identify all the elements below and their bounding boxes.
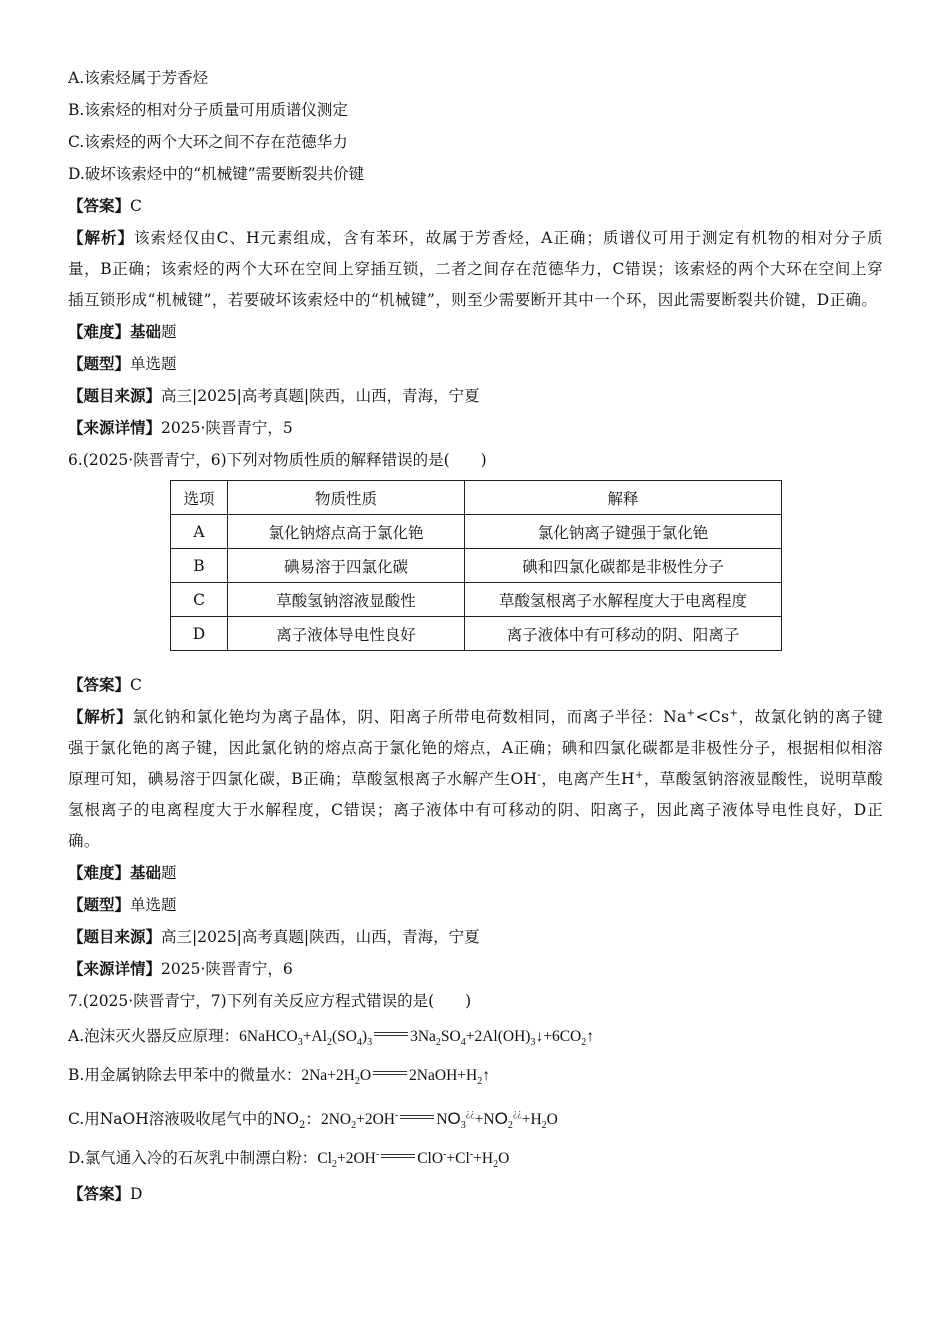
table-cell: 草酸氢根离子水解程度大于电离程度	[465, 583, 782, 617]
q5-option-c: C.该索烃的两个大环之间不存在范德华力	[68, 133, 348, 151]
q6-type-value: 单选题	[130, 896, 177, 914]
q5-type	[68, 348, 883, 380]
q7-stem: 7.(2025·陕晋青宁，7)下列有关反应方程式错误的是( )	[68, 992, 472, 1010]
q7-answer-label: 【答案】	[68, 1184, 131, 1203]
q6-source-detail	[68, 953, 883, 985]
q5-detail-value: 2025·陕晋青宁，5	[161, 419, 293, 437]
q7-answer	[68, 1178, 883, 1210]
table-row	[171, 583, 782, 617]
q6-detail-label: 【来源详情】	[68, 959, 162, 978]
q6-difficulty-label: 【难度】	[68, 863, 131, 882]
table-cell: 氯化钠熔点高于氯化铯	[228, 515, 465, 549]
q5-option-b: B.该索烃的相对分子质量可用质谱仪测定	[68, 101, 348, 119]
q5-type-label: 【题型】	[68, 354, 131, 373]
q6-detail-value: 2025·陕晋青宁，6	[161, 960, 293, 978]
q7-option-a-prefix: A.泡沫灭火器反应原理：	[68, 1027, 240, 1045]
q6-type	[68, 889, 883, 921]
q7-option-a	[68, 1017, 883, 1056]
table-cell: 草酸氢钠溶液显酸性	[228, 583, 465, 617]
q6-source	[68, 921, 883, 953]
q5-source-label: 【题目来源】	[68, 386, 162, 405]
q6-analysis-lt: <Cs	[695, 708, 730, 726]
equals-sign	[374, 1032, 408, 1036]
q7-equation-c: $2NO_2+2OH^-$ $NO_3^{¿¿}+NO_2^{¿¿}+H_2O$	[320, 1108, 558, 1132]
q6-answer-label: 【答案】	[68, 675, 131, 694]
q5-type-value: 单选题	[130, 355, 177, 373]
cs-ion-charge: +	[729, 707, 739, 719]
q5-option-d: D.破坏该索烃中的“机械键”需要断裂共价键	[68, 165, 365, 183]
q7-option-d-prefix: D.氯气通入冷的石灰乳中制漂白粉：	[68, 1149, 318, 1167]
table-cell: C	[171, 583, 228, 617]
equals-sign	[381, 1154, 415, 1158]
q6-analysis-text-4: ，草酸氢钠溶液显酸性，说明草酸氢根离子的电离程度大于水解程度，C错误；离子液体中有可移动的阴、阳离子，因此离子液体导电性良好，D正确。	[68, 770, 883, 850]
q6-source-value: 高三|2025|高考真题|陕西，山西，青海，宁夏	[161, 928, 480, 946]
garbled-glyph: ¿¿	[465, 1108, 475, 1119]
q7-equation-d: $Cl_2+2OH^-$ $ClO^-+Cl^-+H_2O$	[317, 1148, 510, 1171]
q7-option-c-prefix-sub: 2	[299, 1120, 306, 1132]
q5-difficulty-suffix: 题	[161, 323, 177, 341]
oh-ion-charge: -	[537, 769, 542, 781]
table-cell: D	[171, 617, 228, 651]
q7-answer-value: D	[130, 1185, 143, 1203]
q5-difficulty	[68, 316, 883, 348]
table-cell: 碘易溶于四氯化碳	[228, 549, 465, 583]
equals-sign	[400, 1115, 434, 1119]
h-ion-charge: +	[634, 769, 644, 781]
q6-type-label: 【题型】	[68, 895, 131, 914]
table-header-row	[171, 481, 782, 515]
q7-option-b	[68, 1056, 883, 1095]
q5-analysis-label: 【解析】	[68, 228, 135, 247]
q5-detail-label: 【来源详情】	[68, 418, 162, 437]
q5-answer	[68, 190, 883, 222]
table-cell: 氯化钠离子键强于氯化铯	[465, 515, 782, 549]
q6-table	[170, 480, 782, 651]
q5-option-a: A.该索烃属于芳香烃	[68, 69, 209, 87]
q5-source-value: 高三|2025|高考真题|陕西，山西，青海，宁夏	[161, 387, 480, 405]
q6-analysis-text-3: ，电离产生H	[541, 770, 635, 788]
document-page	[68, 62, 883, 1210]
table-header-cell: 解释	[465, 481, 782, 515]
q6-difficulty-suffix: 题	[161, 864, 177, 882]
q6-stem: 6.(2025·陕晋青宁，6)下列对物质性质的解释错误的是( )	[68, 451, 487, 469]
table-cell: B	[171, 549, 228, 583]
q5-answer-value: C	[130, 197, 142, 215]
q7-equation-b: $2Na+2H_2O$ $2NaOH+H_2↑$	[301, 1067, 490, 1088]
q5-analysis-text: 该索烃仅由C、H元素组成，含有苯环，故属于芳香烃，A正确；质谱仪可用于测定有机物的相对分子质量，B正确；该索烃的两个大环在空间上穿插互锁，二者之间存在范德华力，C错误；该索烃的两个大环在空间上穿插互锁形成“机械键”，若要破坏该索烃中的“机械键”，则至少需要断开其中一个环，因此需要断裂共价键，D正确。	[68, 229, 883, 309]
q5-difficulty-level: 基础	[130, 322, 162, 341]
table-header-cell: 物质性质	[228, 481, 465, 515]
q7-option-c-prefix: C.用NaOH溶液吸收尾气中的NO	[68, 1110, 300, 1128]
q7-option-d	[68, 1139, 883, 1178]
q6-analysis	[68, 701, 883, 857]
q5-difficulty-label: 【难度】	[68, 322, 131, 341]
q6-analysis-label: 【解析】	[68, 707, 133, 726]
q5-answer-label: 【答案】	[68, 196, 131, 215]
garbled-glyph: ¿¿	[512, 1108, 522, 1119]
equals-sign	[373, 1071, 407, 1075]
na-ion-charge: +	[686, 707, 696, 719]
q7-equation-a: $6NaHCO_3+Al_2(SO_4)_3$ $3Na_2SO_4+2Al(OH)_3↓+6CO_2↑$	[239, 1028, 594, 1049]
q6-difficulty-level: 基础	[130, 863, 162, 882]
q6-analysis-text-2: ，故氯化钠的离子键强于氯化铯的离子键，因此氯化钠的熔点高于氯化铯的熔点，A正确；碘和四氯化碳都是非极性分子，根据相似相溶原理可知，碘易溶于四氯化碳，B正确；草酸氢根离子水解产生OH	[68, 708, 883, 788]
table-row	[171, 515, 782, 549]
q6-analysis-text-1: 氯化钠和氯化铯均为离子晶体，阴、阳离子所带电荷数相同，而离子半径：Na	[132, 708, 687, 726]
q7-option-c	[68, 1095, 883, 1139]
q5-analysis	[68, 222, 883, 316]
q7-option-b-prefix: B.用金属钠除去甲苯中的微量水：	[68, 1066, 302, 1084]
q7-option-c-prefix-end: ：	[305, 1110, 321, 1128]
table-cell: 离子液体导电性良好	[228, 617, 465, 651]
q5-source	[68, 380, 883, 412]
table-row	[171, 549, 782, 583]
table-cell: 碘和四氯化碳都是非极性分子	[465, 549, 782, 583]
q6-source-label: 【题目来源】	[68, 927, 162, 946]
table-cell: A	[171, 515, 228, 549]
q6-answer-value: C	[130, 676, 142, 694]
table-row	[171, 617, 782, 651]
q6-difficulty	[68, 857, 883, 889]
q5-source-detail	[68, 412, 883, 444]
table-cell: 离子液体中有可移动的阴、阳离子	[465, 617, 782, 651]
q6-answer	[68, 669, 883, 701]
table-header-cell: 选项	[171, 481, 228, 515]
